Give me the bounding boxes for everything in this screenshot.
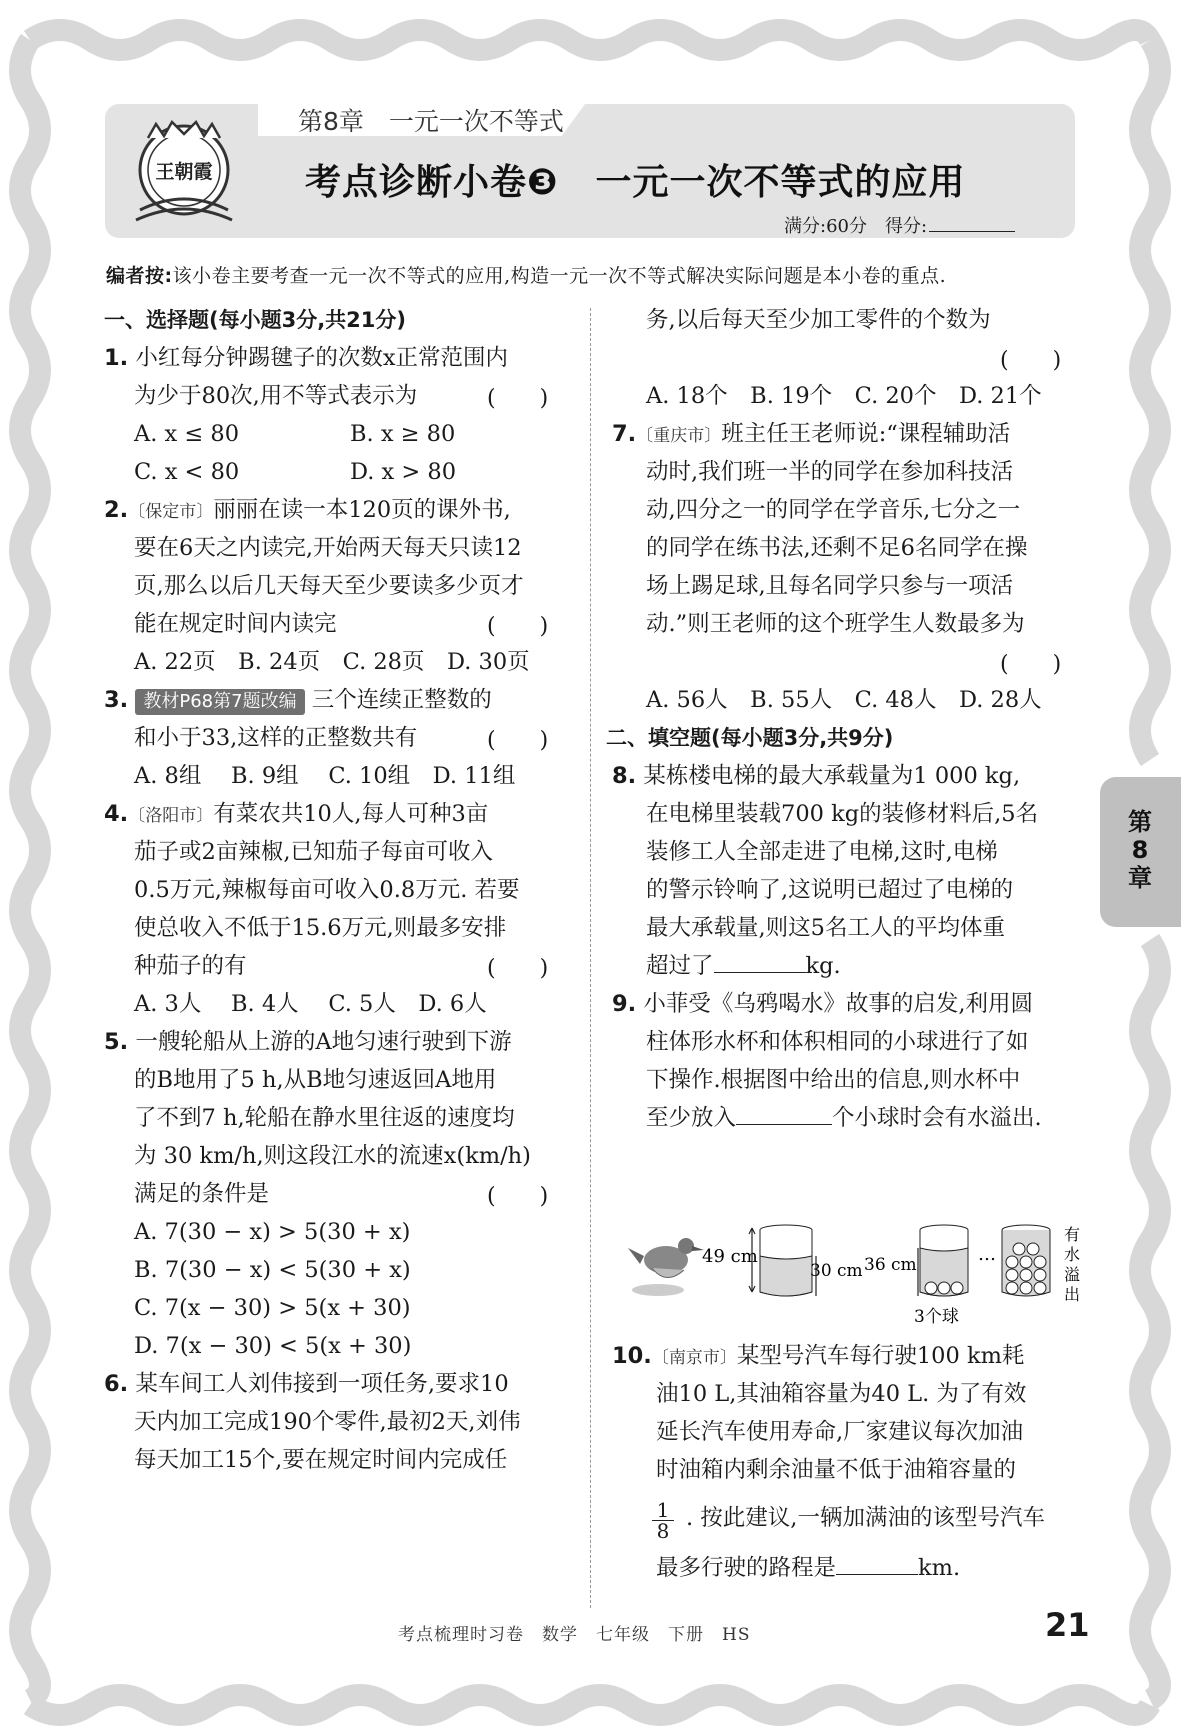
q8-line6 bbox=[646, 951, 841, 981]
q6-answer-paren[interactable]: ( ) bbox=[1000, 348, 1062, 373]
q6-options[interactable]: A. 18个 B. 19个 C. 20个 D. 21个 bbox=[646, 383, 1042, 409]
q9-line4 bbox=[646, 1103, 1042, 1133]
q4-source: 〔洛阳市〕 bbox=[128, 806, 214, 826]
fig-height-49: 49 cm bbox=[702, 1246, 758, 1267]
q7-line2: 动时,我们班一半的同学在参加科技活 bbox=[646, 459, 1014, 485]
q7-line4: 的同学在练书法,还剩不足6名同学在操 bbox=[646, 535, 1028, 561]
q1-answer-paren[interactable]: ( ) bbox=[487, 386, 549, 411]
q3-textbook-tag: 教材P68第7题改编 bbox=[135, 689, 304, 715]
q2-line2: 要在6天之内读完,开始两天每天只读12 bbox=[134, 535, 522, 561]
q10-number: 10. bbox=[612, 1343, 652, 1369]
q2-line4: 能在规定时间内读完 bbox=[134, 611, 337, 637]
q5-option-d[interactable]: D. 7(x − 30) < 5(x + 30) bbox=[134, 1333, 412, 1359]
q6-line1 bbox=[104, 1369, 509, 1399]
q10-answer-blank[interactable] bbox=[836, 1556, 918, 1575]
q5-text1: 一艘轮船从上游的A地匀速行驶到下游 bbox=[135, 1029, 512, 1055]
q5-line3: 了不到7 h,轮船在静水里往返的速度均 bbox=[134, 1105, 515, 1131]
editor-note-label: 编者按: bbox=[106, 265, 173, 287]
q9-line1 bbox=[612, 989, 1033, 1019]
q4-line2: 茄子或2亩辣椒,已知茄子每亩可收入 bbox=[134, 839, 493, 865]
q6-line3: 每天加工15个,要在规定时间内完成任 bbox=[134, 1447, 508, 1473]
fig-height-30: 30 cm bbox=[810, 1261, 863, 1281]
editor-note bbox=[106, 261, 946, 288]
q9-text4a: 至少放入 bbox=[646, 1105, 737, 1131]
section-title-fill: 二、填空题(每小题3分,共9分) bbox=[606, 726, 894, 750]
q2-answer-paren[interactable]: ( ) bbox=[487, 614, 549, 639]
q2-number: 2. bbox=[104, 497, 129, 523]
q1-option-a[interactable]: A. x ≤ 80 bbox=[134, 421, 240, 447]
q5-option-a[interactable]: A. 7(30 − x) > 5(30 + x) bbox=[134, 1219, 411, 1245]
chapter-label: 第8章 一元一次不等式 bbox=[298, 107, 564, 136]
q7-line1 bbox=[612, 419, 1010, 451]
q1-option-b[interactable]: B. x ≥ 80 bbox=[350, 421, 456, 447]
q8-text6b: kg. bbox=[805, 953, 841, 979]
q4-answer-paren[interactable]: ( ) bbox=[487, 956, 549, 981]
fig-overflow-3: 溢 bbox=[1064, 1265, 1081, 1284]
q3-answer-paren[interactable]: ( ) bbox=[487, 728, 549, 753]
q4-text1: 有菜农共10人,每人可种3亩 bbox=[213, 801, 489, 827]
q9-text1: 小菲受《乌鸦喝水》故事的启发,利用圆 bbox=[643, 991, 1034, 1017]
fig-overflow-2: 水 bbox=[1064, 1245, 1081, 1264]
q7-text1: 班主任王老师说:“课程辅助活 bbox=[721, 421, 1011, 447]
q7-line6: 动.”则王老师的这个班学生人数最多为 bbox=[646, 611, 1025, 637]
q5-line1 bbox=[104, 1027, 512, 1057]
q6-line2: 天内加工完成190个零件,最初2天,刘伟 bbox=[134, 1409, 521, 1435]
q1-line2: 为少于80次,用不等式表示为 bbox=[134, 383, 418, 409]
q10-line3: 延长汽车使用寿命,厂家建议每次加油 bbox=[656, 1419, 1024, 1445]
q4-line3: 0.5万元,辣椒每亩可收入0.8万元. 若要 bbox=[134, 877, 520, 903]
editor-note-text: 该小卷主要考查一元一次不等式的应用,构造一元一次不等式解决实际问题是本小卷的重点. bbox=[172, 265, 947, 287]
q7-options[interactable]: A. 56人 B. 55人 C. 48人 D. 28人 bbox=[646, 687, 1042, 713]
side-tab-line1: 第 bbox=[1128, 808, 1152, 836]
q9-number: 9. bbox=[612, 991, 637, 1017]
q2-line1 bbox=[104, 495, 511, 527]
chapter-side-label bbox=[1118, 808, 1162, 892]
footer-text: 考点梳理时习卷 数学 七年级 下册 HS bbox=[398, 1625, 751, 1645]
q3-options[interactable]: A. 8组 B. 9组 C. 10组 D. 11组 bbox=[134, 763, 516, 789]
crow-illustration bbox=[628, 1238, 704, 1296]
score-label: 满分:60分 得分: bbox=[784, 216, 928, 237]
section-title-choice: 一、选择题(每小题3分,共21分) bbox=[104, 308, 407, 332]
q10-text1: 某型号汽车每行驶100 km耗 bbox=[736, 1343, 1025, 1369]
q8-number: 8. bbox=[612, 763, 637, 789]
q8-answer-blank[interactable] bbox=[714, 954, 806, 973]
side-tab-line2: 8 bbox=[1131, 836, 1149, 864]
page-number: 21 bbox=[1045, 1606, 1090, 1644]
q10-fraction bbox=[652, 1500, 674, 1541]
column-divider bbox=[590, 308, 591, 1608]
q8-line4: 的警示铃响了,这说明已超过了电梯的 bbox=[646, 877, 1014, 903]
q5-line2: 的B地用了5 h,从B地匀速返回A地用 bbox=[134, 1067, 497, 1093]
q7-number: 7. bbox=[612, 421, 637, 447]
q10-line2: 油10 L,其油箱容量为40 L. 为了有效 bbox=[656, 1381, 1027, 1407]
q10-source: 〔南京市〕 bbox=[651, 1348, 737, 1368]
q2-source: 〔保定市〕 bbox=[128, 502, 214, 522]
q1-line1 bbox=[104, 343, 508, 373]
q8-text6a: 超过了 bbox=[646, 953, 714, 979]
fig-ellipsis: … bbox=[978, 1244, 996, 1265]
q9-line3: 下操作.根据图中给出的信息,则水杯中 bbox=[646, 1067, 1021, 1093]
q6-line4: 务,以后每天至少加工零件的个数为 bbox=[646, 307, 991, 333]
q9-line2: 柱体形水杯和体积相同的小球进行了如 bbox=[646, 1029, 1029, 1055]
q5-answer-paren[interactable]: ( ) bbox=[487, 1184, 549, 1209]
publisher-logo bbox=[134, 118, 234, 228]
q2-options[interactable]: A. 22页 B. 24页 C. 28页 D. 30页 bbox=[134, 649, 530, 675]
q1-text1: 小红每分钟踢毽子的次数x正常范围内 bbox=[135, 345, 509, 371]
q5-option-c[interactable]: C. 7(x − 30) > 5(x + 30) bbox=[134, 1295, 411, 1321]
q9-answer-blank[interactable] bbox=[736, 1106, 832, 1125]
q1-option-d[interactable]: D. x > 80 bbox=[350, 459, 457, 485]
q3-text1: 三个连续正整数的 bbox=[311, 687, 492, 713]
q9-text4b: 个小球时会有水溢出. bbox=[832, 1105, 1042, 1131]
q7-source: 〔重庆市〕 bbox=[636, 426, 722, 446]
q8-text1: 某栋楼电梯的最大承载量为1 000 kg, bbox=[643, 763, 1021, 789]
q10-line5: . 按此建议,一辆加满油的该型号汽车 bbox=[686, 1505, 1045, 1531]
q4-line5: 种茄子的有 bbox=[134, 953, 247, 979]
q8-line2: 在电梯里装载700 kg的装修材料后,5名 bbox=[646, 801, 1039, 827]
side-tab-line3: 章 bbox=[1128, 864, 1152, 892]
q1-option-c[interactable]: C. x < 80 bbox=[134, 459, 240, 485]
q6-text1: 某车间工人刘伟接到一项任务,要求10 bbox=[135, 1371, 509, 1397]
q5-number: 5. bbox=[104, 1029, 129, 1055]
q2-line3: 页,那么以后几天每天至少要读多少页才 bbox=[134, 573, 524, 599]
q10-text6b: km. bbox=[918, 1555, 961, 1581]
fraction-denominator: 8 bbox=[652, 1520, 674, 1541]
fraction-numerator: 1 bbox=[656, 1498, 670, 1522]
q3-line1 bbox=[104, 685, 492, 715]
q5-option-b[interactable]: B. 7(30 − x) < 5(30 + x) bbox=[134, 1257, 411, 1283]
q10-line4: 时油箱内剩余油量不低于油箱容量的 bbox=[656, 1457, 1017, 1483]
score-row bbox=[784, 212, 1015, 238]
q7-line3: 动,四分之一的同学在学音乐,七分之一 bbox=[646, 497, 1021, 523]
q9-figure bbox=[626, 1220, 1086, 1325]
q8-line3: 装修工人全部走进了电梯,这时,电梯 bbox=[646, 839, 998, 865]
q10-line1 bbox=[612, 1341, 1024, 1373]
q1-number: 1. bbox=[104, 345, 129, 371]
q10-text6a: 最多行驶的路程是 bbox=[656, 1555, 837, 1581]
q6-number: 6. bbox=[104, 1371, 129, 1397]
q5-line5: 满足的条件是 bbox=[134, 1181, 270, 1207]
q4-line4: 使总收入不低于15.6万元,则最多安排 bbox=[134, 915, 507, 941]
q10-line6 bbox=[656, 1553, 960, 1583]
logo-text: 王朝霞 bbox=[155, 161, 213, 183]
q7-line5: 场上踢足球,且每名同学只参与一项活 bbox=[646, 573, 1014, 599]
q2-text1: 丽丽在读一本120页的课外书, bbox=[213, 497, 511, 523]
q4-number: 4. bbox=[104, 801, 129, 827]
q3-line2: 和小于33,这样的正整数共有 bbox=[134, 725, 418, 751]
fig-overflow-1: 有 bbox=[1064, 1225, 1081, 1244]
q8-line5: 最大承载量,则这5名工人的平均体重 bbox=[646, 915, 1005, 941]
q8-line1 bbox=[612, 761, 1020, 791]
fig-height-36: 36 cm bbox=[864, 1255, 917, 1275]
page-title: 考点诊断小卷❸ 一元一次不等式的应用 bbox=[305, 162, 966, 203]
q4-line1 bbox=[104, 799, 488, 831]
fig-three-balls: 3个球 bbox=[914, 1307, 959, 1325]
q3-number: 3. bbox=[104, 687, 129, 713]
q5-line4: 为 30 km/h,则这段江水的流速x(km/h) bbox=[134, 1143, 531, 1169]
q7-answer-paren[interactable]: ( ) bbox=[1000, 652, 1062, 677]
q4-options[interactable]: A. 3人 B. 4人 C. 5人 D. 6人 bbox=[134, 991, 487, 1017]
score-blank[interactable] bbox=[929, 217, 1015, 232]
fig-overflow-4: 出 bbox=[1064, 1285, 1081, 1304]
